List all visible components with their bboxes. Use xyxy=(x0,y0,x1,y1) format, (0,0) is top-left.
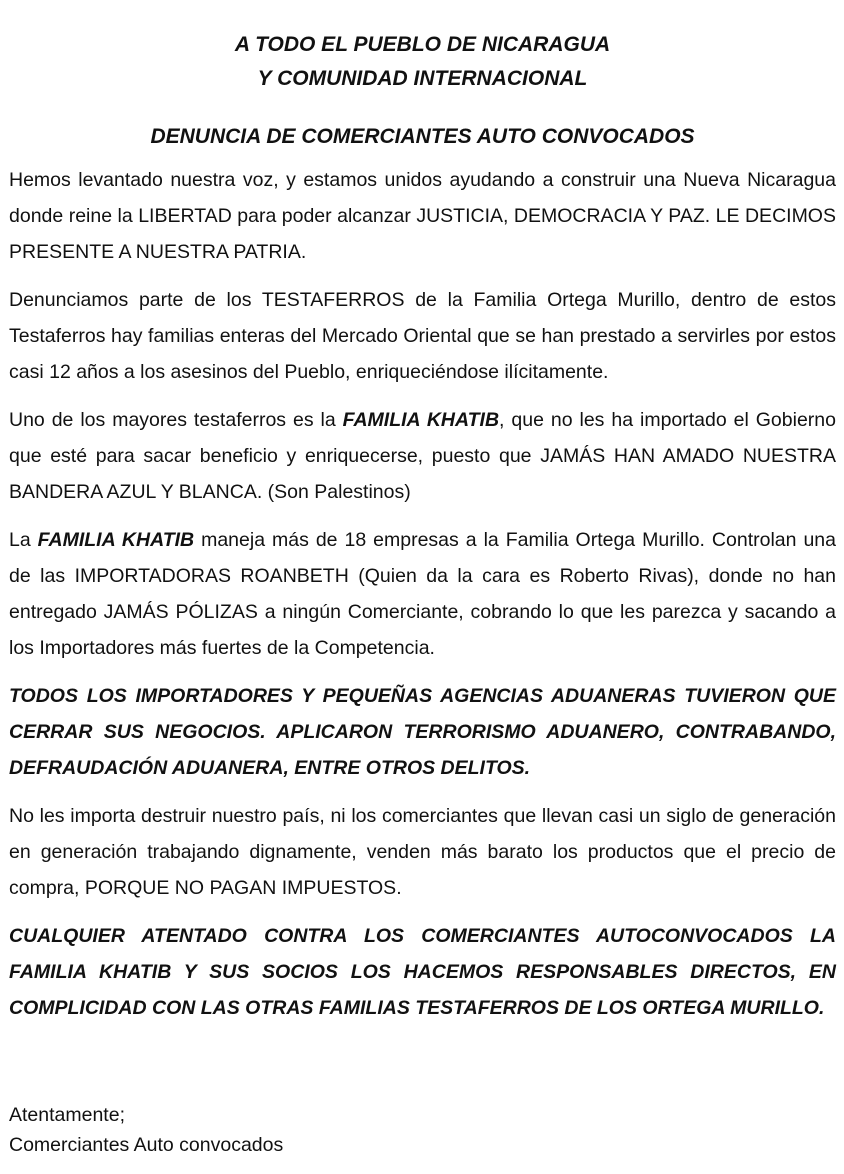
paragraph-2: Denunciamos parte de los TESTAFERROS de la Familia Ortega Murillo, dentro de estos Testaferros hay familias enteras del Mercado Oriental que se han prestado a servirles por estos casi 12 años a los asesinos del Pueblo, enriqueciéndose ilícitamente. xyxy=(9,289,836,383)
title-line-1: A TODO EL PUEBLO DE NICARAGUA xyxy=(234,33,611,56)
document-subtitle: DENUNCIA DE COMERCIANTES AUTO CONVOCADOS xyxy=(150,125,695,148)
closing-signature: Comerciantes Auto convocados xyxy=(9,1134,284,1156)
paragraph-3-emphasis: FAMILIA KHATIB xyxy=(342,409,500,431)
paragraph-4-text-c: maneja más de 18 empresas a la Familia Ortega Murillo. Controlan una de las IMPORTADORAS ROANBETH (Quien da la cara es Roberto Rivas), donde no han entregado JAMÁS PÓLIZAS a ningún Comerciante, cobrando lo que les parezca y sacando a los Importadores más fuertes de la Competencia. xyxy=(9,529,836,659)
paragraph-7: CUALQUIER ATENTADO CONTRA LOS COMERCIANTES AUTOCONVOCADOS LA FAMILIA KHATIB Y SUS SOCIOS LOS HACEMOS RESPONSABLES DIRECTOS, EN COMPLICIDAD CON LAS OTRAS FAMILIAS TESTAFERROS DE LOS ORTEGA MURILLO. xyxy=(9,925,836,1019)
paragraph-6: No les importa destruir nuestro país, ni los comerciantes que llevan casi un siglo de generación en generación trabajando dignamente, venden más barato los productos que el precio de compra, PORQUE NO PAGAN IMPUESTOS. xyxy=(9,805,836,899)
closing-block xyxy=(9,1100,283,1160)
paragraph-5: TODOS LOS IMPORTADORES Y PEQUEÑAS AGENCIAS ADUANERAS TUVIERON QUE CERRAR SUS NEGOCIOS. APLICARON TERRORISMO ADUANERO, CONTRABANDO, DEFRAUDACIÓN ADUANERA, ENTRE OTROS DELITOS. xyxy=(9,685,836,779)
paragraph-3-text-a: Uno de los mayores testaferros es la xyxy=(9,409,343,431)
paragraph-4 xyxy=(9,522,836,666)
closing-salutation: Atentamente; xyxy=(9,1104,125,1126)
paragraph-3-text-c: , que no les ha importado el Gobierno que esté para sacar beneficio y enriquecerse, puesto que JAMÁS HAN AMADO NUESTRA BANDERA AZUL Y BLANCA. (Son Palestinos) xyxy=(9,409,836,503)
paragraph-1: Hemos levantado nuestra voz, y estamos unidos ayudando a construir una Nueva Nicaragua donde reine la LIBERTAD para poder alcanzar JUSTICIA, DEMOCRACIA Y PAZ. LE DECIMOS PRESENTE A NUESTRA PATRIA. xyxy=(9,169,836,263)
paragraph-4-text-a: La xyxy=(9,529,38,551)
paragraph-4-emphasis: FAMILIA KHATIB xyxy=(37,529,195,551)
paragraph-3 xyxy=(9,402,836,510)
title-line-2: Y COMUNIDAD INTERNACIONAL xyxy=(257,67,588,90)
